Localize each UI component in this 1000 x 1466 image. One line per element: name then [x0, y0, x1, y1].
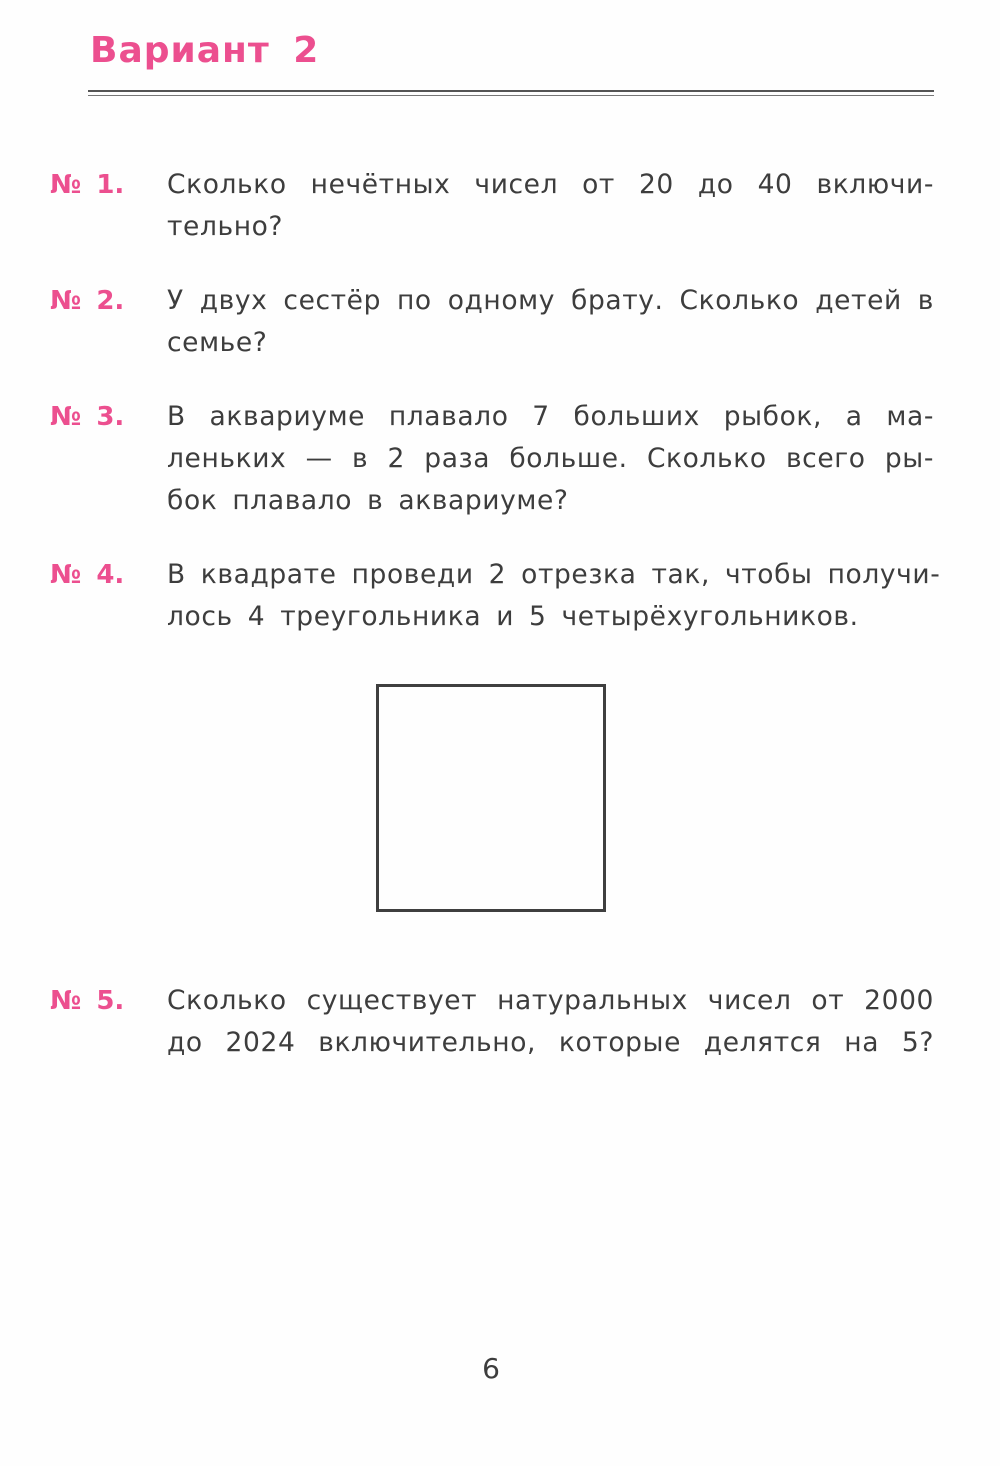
square-figure	[376, 684, 606, 912]
problem-line: В квадрате проведи 2 отрезка так, чтобы получи-	[167, 559, 941, 590]
problem-line: Сколько нечётных чисел от 20 до 40 включи-	[167, 169, 934, 200]
problem-line: леньких — в 2 раза больше. Сколько всего ры-	[167, 443, 934, 474]
problem-text	[167, 280, 934, 364]
problem-line: бок плавало в аквариуме?	[167, 485, 569, 516]
problem-line: лось 4 треугольника и 5 четырёхугольников.	[167, 601, 859, 632]
problem-text	[167, 396, 934, 522]
problem-line: Сколько существует натуральных чисел от 2000	[167, 985, 934, 1016]
problem-line: В аквариуме плавало 7 больших рыбок, а ма-	[167, 401, 934, 432]
problem-line: тельно?	[167, 211, 284, 242]
problem-number: № 5.	[50, 986, 125, 1016]
page-title: Вариант 2	[90, 30, 320, 71]
problem-text	[167, 980, 934, 1064]
problem-text	[167, 554, 941, 638]
title-rule-top	[88, 90, 934, 92]
problem-number: № 1.	[50, 170, 125, 200]
problem-line: семье?	[167, 327, 268, 358]
page-number: 6	[482, 1352, 500, 1385]
problem-number: № 4.	[50, 560, 125, 590]
problem-number: № 3.	[50, 402, 125, 432]
problem-number: № 2.	[50, 286, 125, 316]
problem-line: до 2024 включительно, которые делятся на 5?	[167, 1027, 934, 1058]
problem-text	[167, 164, 934, 248]
title-rule-bottom	[88, 95, 934, 96]
problem-line: У двух сестёр по одному брату. Сколько детей в	[167, 285, 934, 316]
